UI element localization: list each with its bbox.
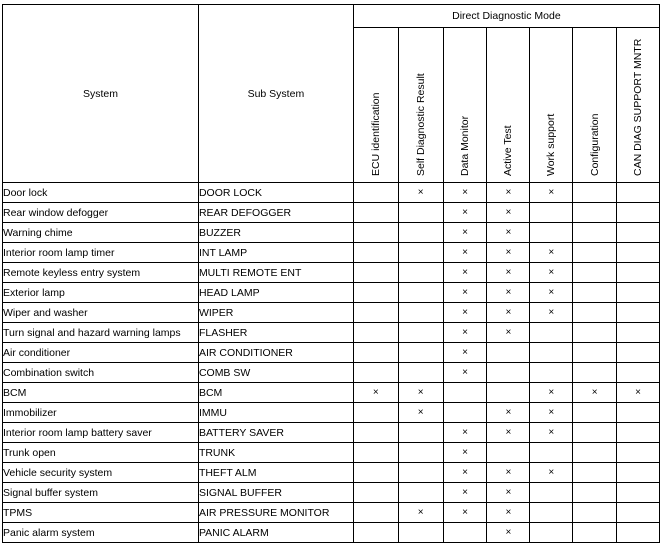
mode-support-mark bbox=[617, 403, 660, 423]
mode-support-mark bbox=[617, 283, 660, 303]
sub-system-cell: TRUNK bbox=[198, 443, 353, 463]
mode-support-mark: × bbox=[487, 203, 530, 223]
mode-support-mark: × bbox=[530, 183, 573, 203]
mode-support-mark bbox=[443, 403, 487, 423]
mode-support-mark bbox=[398, 283, 443, 303]
mode-support-mark: × bbox=[443, 423, 487, 443]
mode-header-work-support: Work support bbox=[530, 28, 573, 183]
table-row bbox=[3, 463, 660, 483]
mode-support-mark bbox=[617, 523, 660, 543]
mode-support-mark: × bbox=[443, 183, 487, 203]
mode-support-mark bbox=[617, 243, 660, 263]
mode-support-mark: × bbox=[443, 323, 487, 343]
mode-support-mark: × bbox=[443, 283, 487, 303]
mode-header-data-monitor: Data Monitor bbox=[443, 28, 487, 183]
mode-support-mark bbox=[443, 383, 487, 403]
mode-support-mark bbox=[353, 423, 398, 443]
system-cell: Immobilizer bbox=[3, 403, 199, 423]
mode-support-mark bbox=[530, 483, 573, 503]
mode-support-mark: × bbox=[617, 383, 660, 403]
sub-system-cell: SIGNAL BUFFER bbox=[198, 483, 353, 503]
mode-support-mark bbox=[573, 503, 617, 523]
table-row bbox=[3, 523, 660, 543]
mode-support-mark bbox=[398, 363, 443, 383]
sub-system-cell: INT LAMP bbox=[198, 243, 353, 263]
mode-support-mark bbox=[617, 503, 660, 523]
mode-support-mark bbox=[530, 223, 573, 243]
system-cell: Panic alarm system bbox=[3, 523, 199, 543]
mode-support-mark bbox=[353, 243, 398, 263]
mode-support-mark: × bbox=[443, 463, 487, 483]
diagnostic-mode-table bbox=[2, 4, 660, 543]
mode-support-mark: × bbox=[487, 403, 530, 423]
mode-support-mark bbox=[617, 323, 660, 343]
mode-support-mark bbox=[573, 223, 617, 243]
sub-system-cell: DOOR LOCK bbox=[198, 183, 353, 203]
mode-support-mark bbox=[617, 363, 660, 383]
mode-support-mark bbox=[398, 343, 443, 363]
sub-system-cell: BATTERY SAVER bbox=[198, 423, 353, 443]
mode-support-mark: × bbox=[487, 523, 530, 543]
mode-support-mark bbox=[398, 223, 443, 243]
sub-system-column-header: Sub System bbox=[198, 5, 353, 183]
mode-support-mark bbox=[443, 523, 487, 543]
mode-support-mark bbox=[617, 463, 660, 483]
mode-support-mark bbox=[573, 263, 617, 283]
mode-support-mark: × bbox=[443, 223, 487, 243]
mode-support-mark bbox=[398, 483, 443, 503]
sub-system-cell: HEAD LAMP bbox=[198, 283, 353, 303]
system-cell: TPMS bbox=[3, 503, 199, 523]
mode-support-mark bbox=[353, 523, 398, 543]
mode-header-self-diagnostic-result: Self Diagnostic Result bbox=[398, 28, 443, 183]
mode-support-mark: × bbox=[487, 323, 530, 343]
mode-support-mark: × bbox=[530, 403, 573, 423]
mode-support-mark: × bbox=[530, 423, 573, 443]
mode-support-mark: × bbox=[398, 503, 443, 523]
mode-support-mark bbox=[530, 503, 573, 523]
mode-support-mark: × bbox=[443, 303, 487, 323]
mode-support-mark: × bbox=[398, 403, 443, 423]
table-row bbox=[3, 403, 660, 423]
system-cell: Exterior lamp bbox=[3, 283, 199, 303]
table-row bbox=[3, 323, 660, 343]
mode-support-mark bbox=[530, 343, 573, 363]
mode-support-mark bbox=[617, 443, 660, 463]
mode-support-mark bbox=[530, 523, 573, 543]
mode-support-mark bbox=[573, 403, 617, 423]
mode-support-mark bbox=[353, 483, 398, 503]
mode-support-mark: × bbox=[530, 303, 573, 323]
mode-support-mark bbox=[353, 443, 398, 463]
table-row bbox=[3, 243, 660, 263]
mode-support-mark: × bbox=[487, 183, 530, 203]
sub-system-cell: WIPER bbox=[198, 303, 353, 323]
mode-support-mark bbox=[530, 443, 573, 463]
table-row bbox=[3, 303, 660, 323]
mode-support-mark bbox=[353, 503, 398, 523]
mode-header-can-diag-support-mntr: CAN DIAG SUPPORT MNTR bbox=[617, 28, 660, 183]
table-row bbox=[3, 423, 660, 443]
mode-support-mark bbox=[398, 463, 443, 483]
mode-support-mark: × bbox=[487, 423, 530, 443]
table-row bbox=[3, 283, 660, 303]
system-cell: Door lock bbox=[3, 183, 199, 203]
mode-support-mark bbox=[353, 183, 398, 203]
mode-support-mark bbox=[573, 443, 617, 463]
system-column-header: System bbox=[3, 5, 199, 183]
mode-support-mark bbox=[617, 303, 660, 323]
mode-support-mark bbox=[573, 203, 617, 223]
system-cell: Interior room lamp timer bbox=[3, 243, 199, 263]
mode-support-mark: × bbox=[443, 483, 487, 503]
mode-support-mark bbox=[573, 423, 617, 443]
mode-support-mark bbox=[398, 423, 443, 443]
mode-support-mark bbox=[353, 303, 398, 323]
mode-support-mark bbox=[353, 363, 398, 383]
mode-support-mark: × bbox=[487, 483, 530, 503]
mode-support-mark bbox=[530, 363, 573, 383]
mode-support-mark: × bbox=[487, 223, 530, 243]
mode-support-mark: × bbox=[487, 463, 530, 483]
mode-support-mark bbox=[487, 443, 530, 463]
mode-support-mark: × bbox=[443, 443, 487, 463]
mode-support-mark bbox=[353, 203, 398, 223]
mode-support-mark bbox=[353, 223, 398, 243]
mode-support-mark bbox=[617, 423, 660, 443]
mode-support-mark: × bbox=[353, 383, 398, 403]
mode-support-mark bbox=[617, 343, 660, 363]
mode-support-mark bbox=[573, 283, 617, 303]
system-cell: Warning chime bbox=[3, 223, 199, 243]
mode-support-mark bbox=[573, 323, 617, 343]
table-row bbox=[3, 363, 660, 383]
mode-support-mark: × bbox=[443, 263, 487, 283]
system-cell: Air conditioner bbox=[3, 343, 199, 363]
system-cell: BCM bbox=[3, 383, 199, 403]
mode-support-mark bbox=[398, 243, 443, 263]
mode-support-mark bbox=[487, 363, 530, 383]
table-row bbox=[3, 503, 660, 523]
mode-support-mark bbox=[573, 183, 617, 203]
mode-support-mark: × bbox=[443, 343, 487, 363]
mode-support-mark bbox=[573, 523, 617, 543]
mode-support-mark bbox=[617, 483, 660, 503]
mode-support-mark bbox=[573, 463, 617, 483]
system-cell: Combination switch bbox=[3, 363, 199, 383]
mode-support-mark bbox=[398, 523, 443, 543]
mode-support-mark: × bbox=[487, 303, 530, 323]
mode-support-mark bbox=[573, 363, 617, 383]
mode-support-mark: × bbox=[530, 383, 573, 403]
system-cell: Remote keyless entry system bbox=[3, 263, 199, 283]
direct-diagnostic-mode-header: Direct Diagnostic Mode bbox=[353, 5, 659, 28]
mode-support-mark: × bbox=[530, 283, 573, 303]
mode-support-mark bbox=[617, 223, 660, 243]
sub-system-cell: BCM bbox=[198, 383, 353, 403]
sub-system-cell: FLASHER bbox=[198, 323, 353, 343]
table-row bbox=[3, 223, 660, 243]
mode-header-active-test: Active Test bbox=[487, 28, 530, 183]
sub-system-cell: COMB SW bbox=[198, 363, 353, 383]
mode-support-mark bbox=[353, 283, 398, 303]
mode-header-configuration: Configuration bbox=[573, 28, 617, 183]
table-row bbox=[3, 263, 660, 283]
mode-support-mark bbox=[617, 183, 660, 203]
mode-support-mark bbox=[353, 403, 398, 423]
system-cell: Wiper and washer bbox=[3, 303, 199, 323]
mode-support-mark: × bbox=[530, 243, 573, 263]
mode-support-mark bbox=[573, 483, 617, 503]
mode-support-mark: × bbox=[443, 243, 487, 263]
table-row bbox=[3, 203, 660, 223]
system-cell: Turn signal and hazard warning lamps bbox=[3, 323, 199, 343]
mode-support-mark: × bbox=[487, 243, 530, 263]
system-cell: Rear window defogger bbox=[3, 203, 199, 223]
mode-support-mark: × bbox=[487, 263, 530, 283]
mode-support-mark: × bbox=[443, 203, 487, 223]
mode-support-mark bbox=[530, 203, 573, 223]
mode-support-mark bbox=[353, 463, 398, 483]
mode-header-ecu-identification: ECU identification bbox=[353, 28, 398, 183]
mode-support-mark bbox=[530, 323, 573, 343]
system-cell: Vehicle security system bbox=[3, 463, 199, 483]
sub-system-cell: AIR PRESSURE MONITOR bbox=[198, 503, 353, 523]
mode-support-mark: × bbox=[530, 263, 573, 283]
mode-support-mark bbox=[398, 303, 443, 323]
mode-support-mark bbox=[398, 323, 443, 343]
sub-system-cell: AIR CONDITIONER bbox=[198, 343, 353, 363]
mode-support-mark bbox=[573, 303, 617, 323]
sub-system-cell: PANIC ALARM bbox=[198, 523, 353, 543]
mode-support-mark bbox=[398, 443, 443, 463]
mode-support-mark: × bbox=[443, 363, 487, 383]
mode-support-mark: × bbox=[443, 503, 487, 523]
table-row bbox=[3, 483, 660, 503]
mode-support-mark: × bbox=[398, 183, 443, 203]
mode-support-mark bbox=[487, 343, 530, 363]
system-cell: Signal buffer system bbox=[3, 483, 199, 503]
sub-system-cell: BUZZER bbox=[198, 223, 353, 243]
sub-system-cell: IMMU bbox=[198, 403, 353, 423]
mode-support-mark: × bbox=[487, 503, 530, 523]
system-cell: Interior room lamp battery saver bbox=[3, 423, 199, 443]
mode-support-mark bbox=[398, 203, 443, 223]
mode-support-mark bbox=[573, 343, 617, 363]
sub-system-cell: MULTI REMOTE ENT bbox=[198, 263, 353, 283]
system-cell: Trunk open bbox=[3, 443, 199, 463]
mode-support-mark bbox=[398, 263, 443, 283]
mode-support-mark: × bbox=[398, 383, 443, 403]
mode-support-mark: × bbox=[530, 463, 573, 483]
mode-support-mark bbox=[617, 263, 660, 283]
table-row bbox=[3, 443, 660, 463]
mode-support-mark bbox=[573, 243, 617, 263]
table-row bbox=[3, 183, 660, 203]
mode-support-mark: × bbox=[573, 383, 617, 403]
mode-support-mark bbox=[353, 263, 398, 283]
table-body bbox=[3, 183, 660, 543]
table-row bbox=[3, 383, 660, 403]
mode-support-mark bbox=[353, 343, 398, 363]
mode-support-mark bbox=[487, 383, 530, 403]
mode-support-mark bbox=[617, 203, 660, 223]
mode-support-mark: × bbox=[487, 283, 530, 303]
mode-support-mark bbox=[353, 323, 398, 343]
sub-system-cell: REAR DEFOGGER bbox=[198, 203, 353, 223]
table-row bbox=[3, 343, 660, 363]
sub-system-cell: THEFT ALM bbox=[198, 463, 353, 483]
